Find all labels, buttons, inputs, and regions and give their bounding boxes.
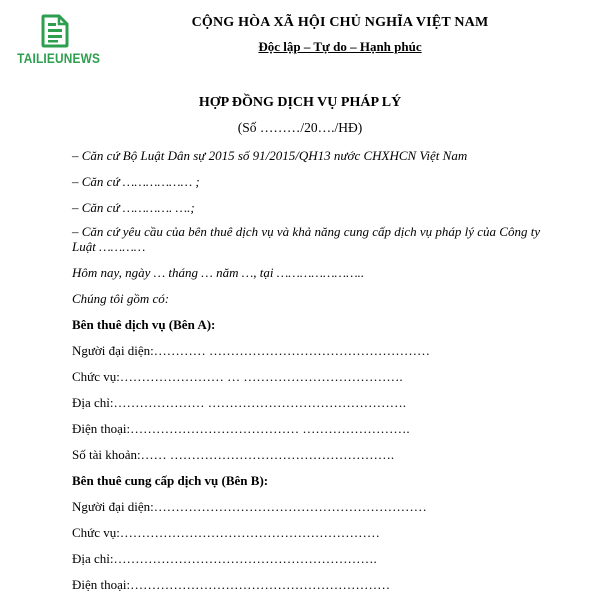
party-a-position: Chức vụ:…………………… … ………………………………. xyxy=(72,369,403,384)
party-b-representative: Người đại diện:……………………………………………………… xyxy=(72,499,427,514)
contract-number: (Số ………/20…./HĐ) xyxy=(237,120,363,135)
party-a-representative: Người đại diện:………… …………………………………………… xyxy=(72,343,431,358)
national-motto: Độc lập – Tự do – Hạnh phúc xyxy=(258,39,422,54)
party-b-address: Địa chỉ:……………………………………………………. xyxy=(72,551,377,566)
tailieunews-logo xyxy=(12,14,101,66)
party-a-address: Địa chỉ:………………… ………………………………………. xyxy=(72,395,407,410)
legal-basis-request: – Căn cứ yêu cầu của bên thuê dịch vụ và khả năng cung cấp dịch vụ pháp lý của Công ty Luật ………… xyxy=(72,224,541,254)
nation-name: CỘNG HÒA XÃ HỘI CHỦ NGHĨA VIỆT NAM xyxy=(191,15,489,30)
legal-basis-2: – Căn cứ ……………… ; xyxy=(72,174,200,189)
logo-text: TAILIEUNEWS xyxy=(17,51,101,66)
document-icon xyxy=(40,14,70,48)
date-place-line: Hôm nay, ngày … tháng … năm …, tại ………………….. xyxy=(72,265,365,280)
party-b-heading: Bên thuê cung cấp dịch vụ (Bên B): xyxy=(72,473,269,488)
parties-intro: Chúng tôi gồm có: xyxy=(72,291,170,306)
party-b-phone: Điện thoại:…………………………………………………… xyxy=(72,577,391,592)
party-a-heading: Bên thuê dịch vụ (Bên A): xyxy=(72,317,216,332)
contract-title: HỢP ĐỒNG DỊCH VỤ PHÁP LÝ xyxy=(198,95,402,110)
contract-body xyxy=(72,146,562,601)
party-a-phone: Điện thoại:………………………………… ……………………. xyxy=(72,421,410,436)
legal-basis-3: – Căn cứ …………. ….; xyxy=(72,200,195,215)
national-header xyxy=(140,15,540,55)
party-a-account: Số tài khoản:…… ……………………………………………. xyxy=(72,447,395,462)
party-b-position: Chức vụ:…………………………………………………… xyxy=(72,525,380,540)
legal-basis-civil-code: – Căn cứ Bộ Luật Dân sự 2015 số 91/2015/QH13 nước CHXHCN Việt Nam xyxy=(72,148,468,163)
